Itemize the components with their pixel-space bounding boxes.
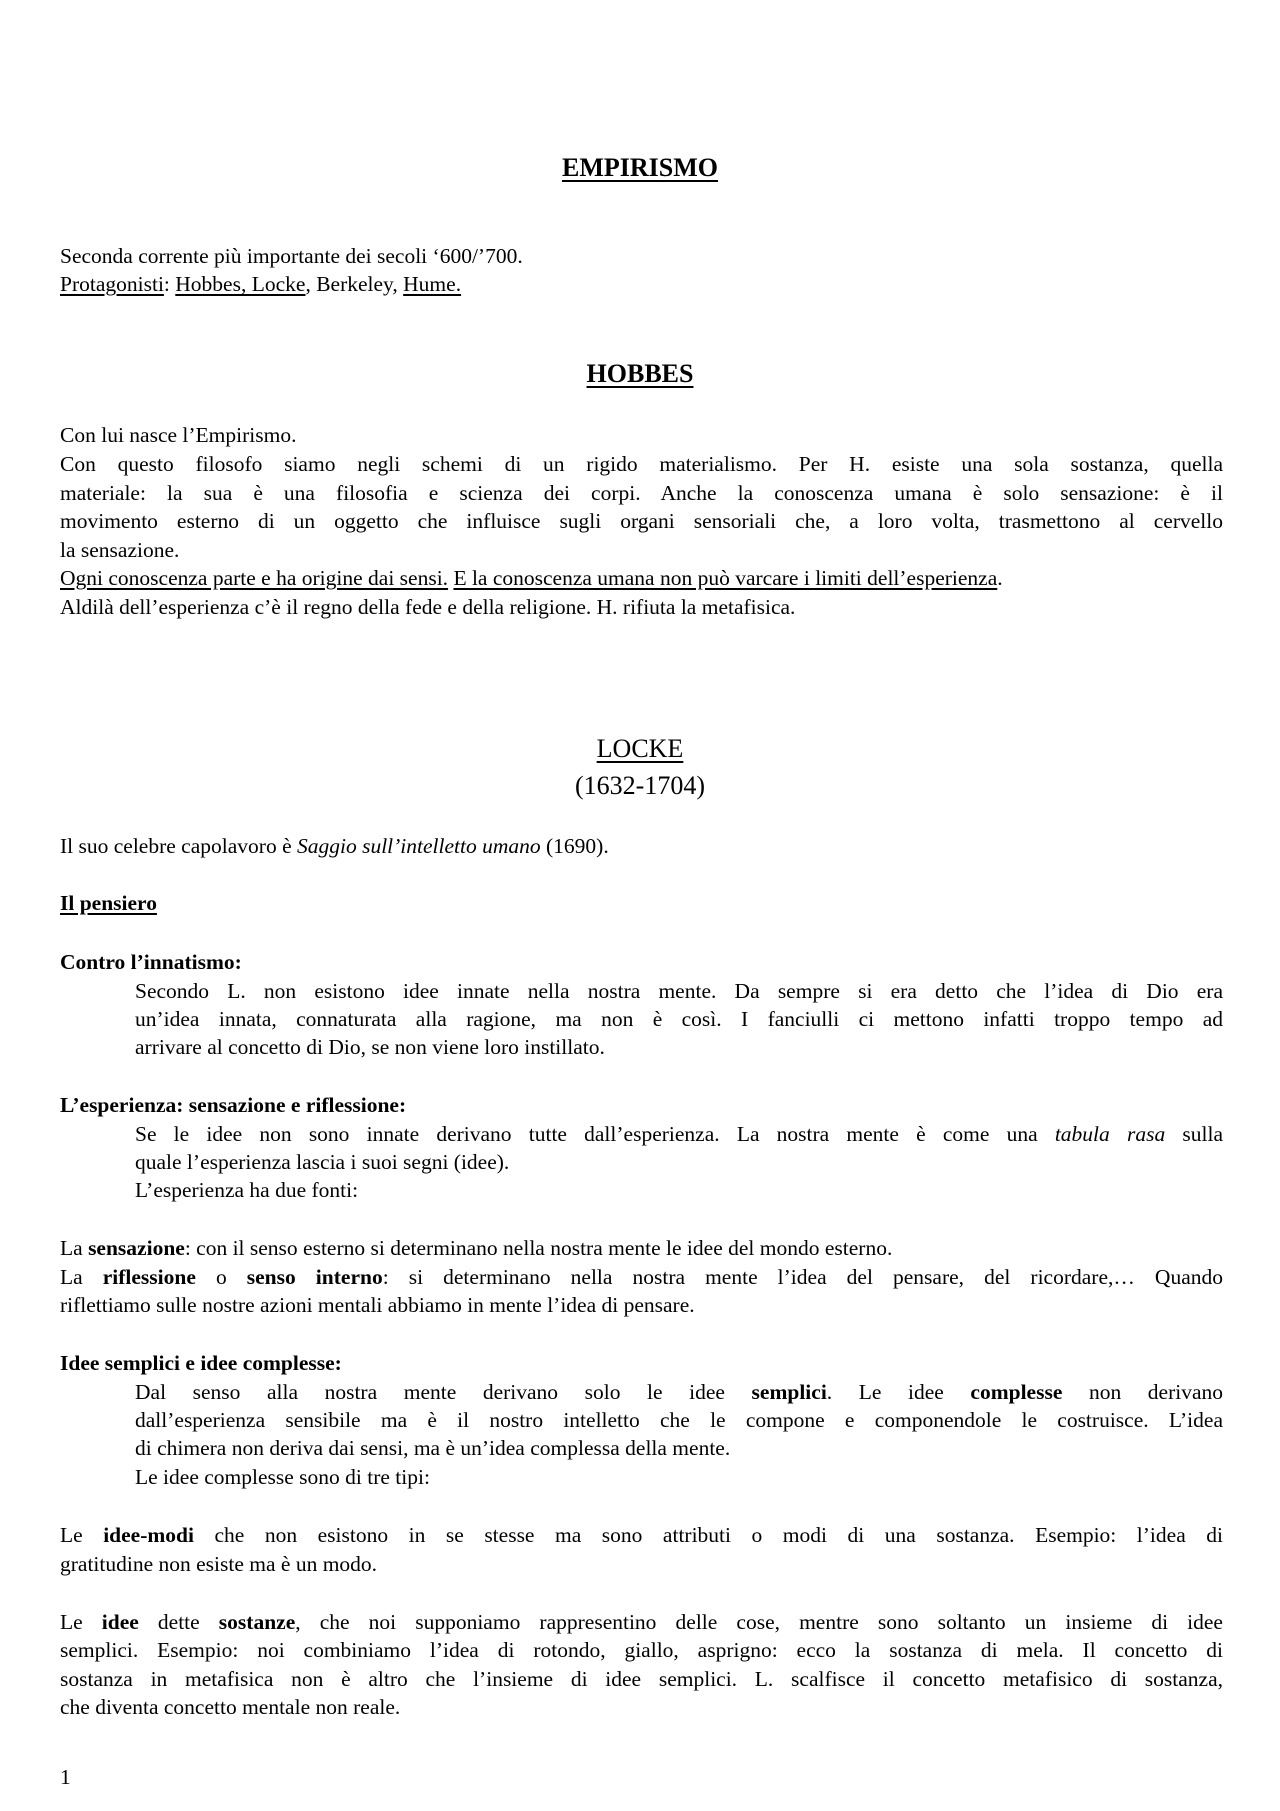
protagonisti-hobbes-locke: Hobbes, Locke [175,272,306,296]
riflessione-line-2: riflettiamo sulle nostre azioni mentali abbiamo in mente l’idea di pensare. [60,1293,695,1317]
senso-interno-term: senso interno [246,1265,383,1289]
title-hobbes: HOBBES [586,359,694,388]
page-number: 1 [60,1765,71,1789]
sostanze-term: sostanze [218,1610,296,1634]
locke-work-title: Saggio sull’intelletto umano [296,834,541,858]
innatismo-line-1: Secondo L. non esistono idee innate nella nostra mente. Da sempre si era detto che l’idea di Dio era [135,979,1223,1003]
idee-modi-line-2: gratitudine non esiste ma è un modo. [60,1552,378,1576]
heading-idee-semplici-complesse: Idee semplici e idee complesse: [60,1351,342,1375]
idee-modi-line-1: Le idee-modi che non esistono in se stesse ma sono attributi o modi di una sostanza. Esempio: l’idea di [60,1523,1223,1547]
locke-intro: Il suo celebre capolavoro è Saggio sull’intelletto umano (1690). [60,834,609,858]
idee-line-4: Le idee complesse sono di tre tipi: [135,1465,430,1489]
hobbes-paragraph-3: Aldilà dell’esperienza c’è il regno della fede e della religione. H. rifiuta la metafisica. [60,595,796,619]
esperienza-line-1: Se le idee non sono innate derivano tutte dall’esperienza. La nostra mente è come una tabula rasa sulla [135,1122,1223,1146]
title-locke: LOCKE [596,734,684,763]
protagonisti-line: Protagonisti: Hobbes, Locke, Berkeley, Hume. [60,272,462,296]
complesse-term: complesse [970,1380,1063,1404]
locke-dates: (1632-1704) [575,771,705,800]
idee-term: idee [101,1610,139,1634]
idee-modi-term: idee-modi [103,1523,194,1547]
hobbes-underline-1: Ogni conoscenza parte e ha origine dai sensi. [60,566,449,590]
riflessione-term: riflessione [102,1265,196,1289]
sostanze-line-2: semplici. Esempio: noi combiniamo l’idea di rotondo, giallo, asprigno: ecco la sostanza di mela. Il concetto di [60,1638,1223,1662]
idee-line-2: dall’esperienza sensibile ma è il nostro intelletto che le compone e componendole le costruisce. L’idea [135,1408,1223,1432]
hobbes-paragraph-2-line-2: materiale: la sua è una filosofia e scienza dei corpi. Anche la conoscenza umana è solo sensazione: è il [60,481,1223,505]
tabula-rasa: tabula rasa [1054,1122,1166,1146]
heading-il-pensiero: Il pensiero [60,891,157,915]
esperienza-line-3: L’esperienza ha due fonti: [135,1178,359,1202]
protagonisti-label: Protagonisti [60,272,164,296]
hobbes-paragraph-1: Con lui nasce l’Empirismo. [60,423,297,447]
sostanze-line-3: sostanza in metafisica non è altro che l’insieme di idee semplici. L. scalfisce il concetto metafisico di sostanza, [60,1667,1223,1691]
innatismo-line-3: arrivare al concetto di Dio, se non viene loro instillato. [135,1035,605,1059]
sostanze-line-1: Le idee dette sostanze, che noi supponiamo rappresentino delle cose, mentre sono soltanto un insieme di idee [60,1610,1223,1634]
sostanze-line-4: che diventa concetto mentale non reale. [60,1695,401,1719]
idee-line-3: di chimera non deriva dai sensi, ma è un’idea complessa della mente. [135,1436,731,1460]
hobbes-underline-2: E la conoscenza umana non può varcare i limiti dell’esperienza [453,566,998,590]
title-empirismo: EMPIRISMO [562,153,718,182]
sensazione-term: sensazione [88,1236,185,1260]
intro-line: Seconda corrente più importante dei secoli ‘600/’700. [60,244,523,268]
hobbes-underlined-line: Ogni conoscenza parte e ha origine dai sensi. E la conoscenza umana non può varcare i limiti dell’esperienza. [60,566,1003,590]
esperienza-line-2: quale l’esperienza lascia i suoi segni (idee). [135,1150,510,1174]
hobbes-paragraph-2-line-4: la sensazione. [60,538,180,562]
protagonisti-hume: Hume. [403,272,462,296]
semplici-term: semplici [751,1380,827,1404]
riflessione-line-1: La riflessione o senso interno: si determinano nella nostra mente l’idea del pensare, del ricordare,… Quando [60,1265,1223,1289]
heading-esperienza: L’esperienza: sensazione e riflessione: [60,1093,407,1117]
idee-line-1: Dal senso alla nostra mente derivano solo le idee semplici. Le idee complesse non derivano [135,1380,1223,1404]
sensazione-line: La sensazione: con il senso esterno si determinano nella nostra mente le idee del mondo esterno. [60,1236,893,1260]
heading-contro-innatismo: Contro l’innatismo: [60,950,242,974]
hobbes-paragraph-2-line-3: movimento esterno di un oggetto che influisce sugli organi sensoriali che, a loro volta, trasmettono al cervello [60,509,1223,533]
innatismo-line-2: un’idea innata, connaturata alla ragione, ma non è così. I fanciulli ci mettono infatti troppo tempo ad [135,1007,1223,1031]
hobbes-paragraph-2-line-1: Con questo filosofo siamo negli schemi di un rigido materialismo. Per H. esiste una sola sostanza, quella [60,452,1223,476]
